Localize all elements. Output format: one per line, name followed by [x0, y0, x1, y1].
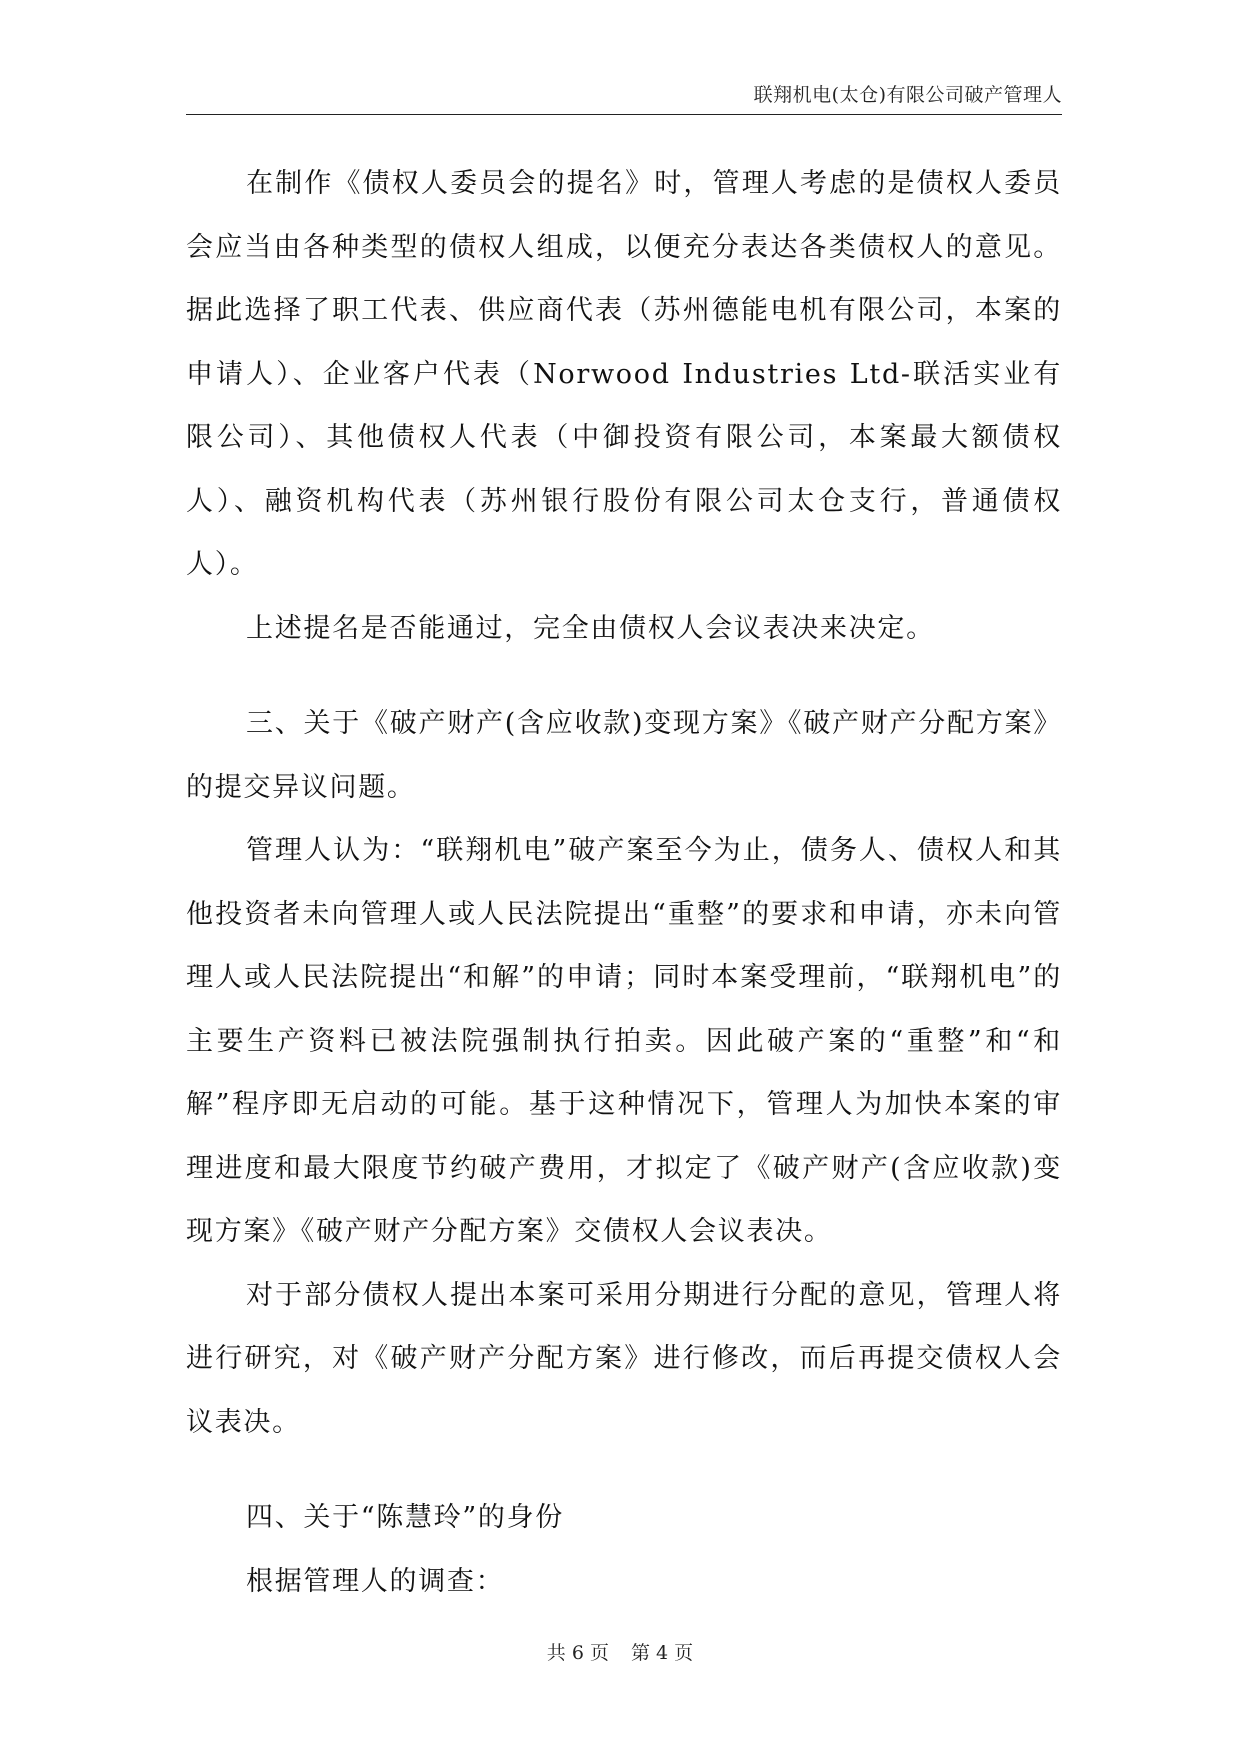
- section-heading-three: 三、关于《破产财产(含应收款)变现方案》《破产财产分配方案》的提交异议问题。: [186, 708, 1062, 803]
- section-heading-four: 四、关于“陈慧玲”的身份: [246, 1502, 565, 1533]
- paragraph-committee-nomination: 在制作《债权人委员会的提名》时，管理人考虑的是债权人委员会应当由各种类型的债权人组成，以便充分表达各类债权人的意见。据此选择了职工代表、供应商代表（苏州德能电机有限公司，本案的申请人）、企业客户代表（Norwood Industries Ltd-联活实业有限公司）、其他债权人代表（中御投资有限公司，本案最大额债权人）、融资机构代表（苏州银行股份有限公司太仓支行，普通债权人）。: [186, 168, 1062, 580]
- page-header: [186, 84, 1062, 115]
- document-body: [186, 152, 1062, 1613]
- section-gap: [186, 660, 1062, 692]
- page-current: 第 4 页: [631, 1642, 694, 1664]
- paragraph-investigation: 根据管理人的调查：: [246, 1565, 505, 1597]
- section-gap: [186, 1454, 1062, 1486]
- paragraph-administrator-opinion: 管理人认为：“联翔机电”破产案至今为止，债务人、债权人和其他投资者未向管理人或人民法院提出“重整”的要求和申请，亦未向管理人或人民法院提出“和解”的申请；同时本案受理前，“联翔机电”的主要生产资料已被法院强制执行拍卖。因此破产案的“重整”和“和解”程序即无启动的可能。基于这种情况下，管理人为加快本案的审理进度和最大限度节约破产费用，才拟定了《破产财产(含应收款)变现方案》《破产财产分配方案》交债权人会议表决。: [186, 835, 1062, 1247]
- paragraph-nomination-vote: 上述提名是否能通过，完全由债权人会议表决来决定。: [246, 612, 935, 644]
- paragraph-installment-distribution: 对于部分债权人提出本案可采用分期进行分配的意见，管理人将进行研究，对《破产财产分配方案》进行修改，而后再提交债权人会议表决。: [186, 1279, 1062, 1438]
- page-footer: [0, 1642, 1240, 1664]
- page-total: 共 6 页: [546, 1642, 609, 1664]
- header-company-name: 联翔机电(太仓)有限公司破产管理人: [753, 84, 1062, 106]
